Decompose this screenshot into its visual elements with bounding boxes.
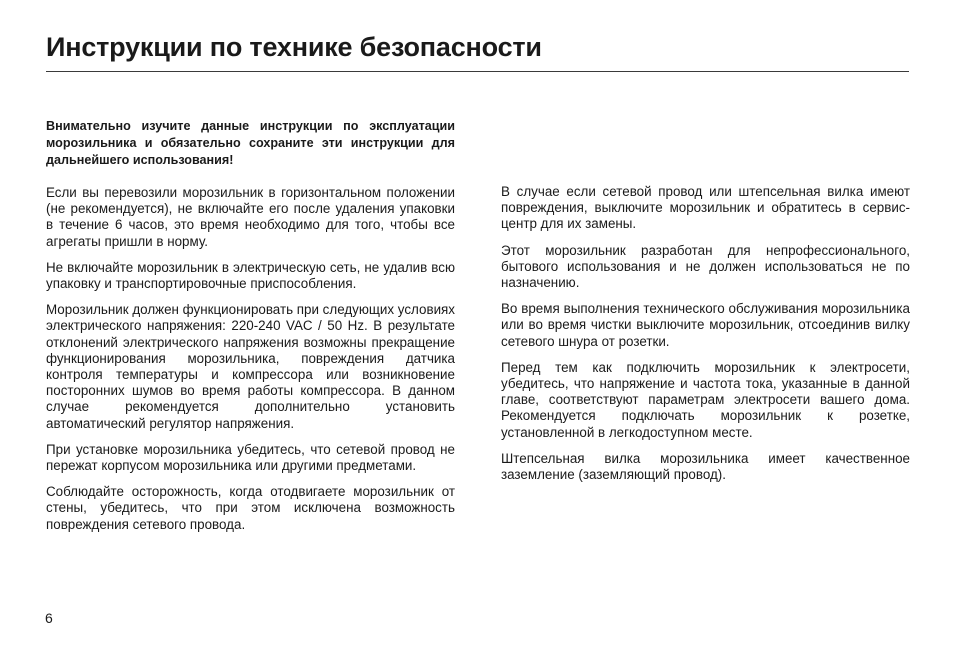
paragraph-household-use: Этот морозильник разработан для непрофессионального, бытового использования и не должен использоваться не по назначению. [501, 242, 910, 291]
title-divider [46, 71, 909, 72]
page-title: Инструкции по технике безопасности [46, 32, 542, 62]
paragraph-voltage: Морозильник должен функционировать при следующих условиях электрического напряжения: 220-240 VAC / 50 Hz. В результате отклонений электрического напряжения возможны прекращение функционирования морозильника, повреждения датчика контроля температуры и компрессора или возникновение посторонних шумов во время работы компрессора. В данном случае рекомендуется дополнительно установить автоматический регулятор напряжения. [46, 302, 456, 431]
page-number: 6 [45, 610, 53, 626]
paragraph-packaging: Не включайте морозильник в электрическую сеть, не удалив всю упаковку и транспортировочные приспособления. [46, 259, 455, 292]
paragraph-grounding: Штепсельная вилка морозильника имеет качественное заземление (заземляющий провод). [501, 450, 910, 483]
left-column [46, 118, 455, 543]
paragraph-transport: Если вы перевозили морозильник в горизонтальном положении (не рекомендуется), не включайте его после удаления упаковки в течение 6 часов, это время необходимо для того, чтобы все агрегаты пришли в норму. [46, 185, 455, 249]
paragraph-connection-check: Перед тем как подключить морозильник к электросети, убедитесь, что напряжение и частота тока, указанные в данной главе, соответствуют параметрам электросети вашего дома. Рекомендуется подключать морозильник к розетке, установленной в легкодоступном месте. [501, 359, 910, 440]
paragraph-damaged-cord: В случае если сетевой провод или штепсельная вилка имеют повреждения, выключите морозильник и обратитесь в сервис-центр для их замены. [501, 184, 910, 232]
paragraph-power-cord-installation: При установке морозильника убедитесь, что сетевой провод не пережат корпусом морозильника или другими предметами. [46, 441, 455, 474]
paragraph-maintenance: Во время выполнения технического обслуживания морозильника или во время чистки выключите морозильник, отсоединив вилку сетевого шнура от розетки. [501, 301, 910, 349]
intro-warning: Внимательно изучите данные инструкции по эксплуатации морозильника и обязательно сохраните эти инструкции для дальнейшего использования! [46, 119, 455, 167]
right-column [501, 184, 910, 493]
paragraph-moving-caution: Соблюдайте осторожность, когда отодвигаете морозильник от стены, убедитесь, что при этом исключена возможность повреждения сетевого провода. [46, 484, 455, 532]
